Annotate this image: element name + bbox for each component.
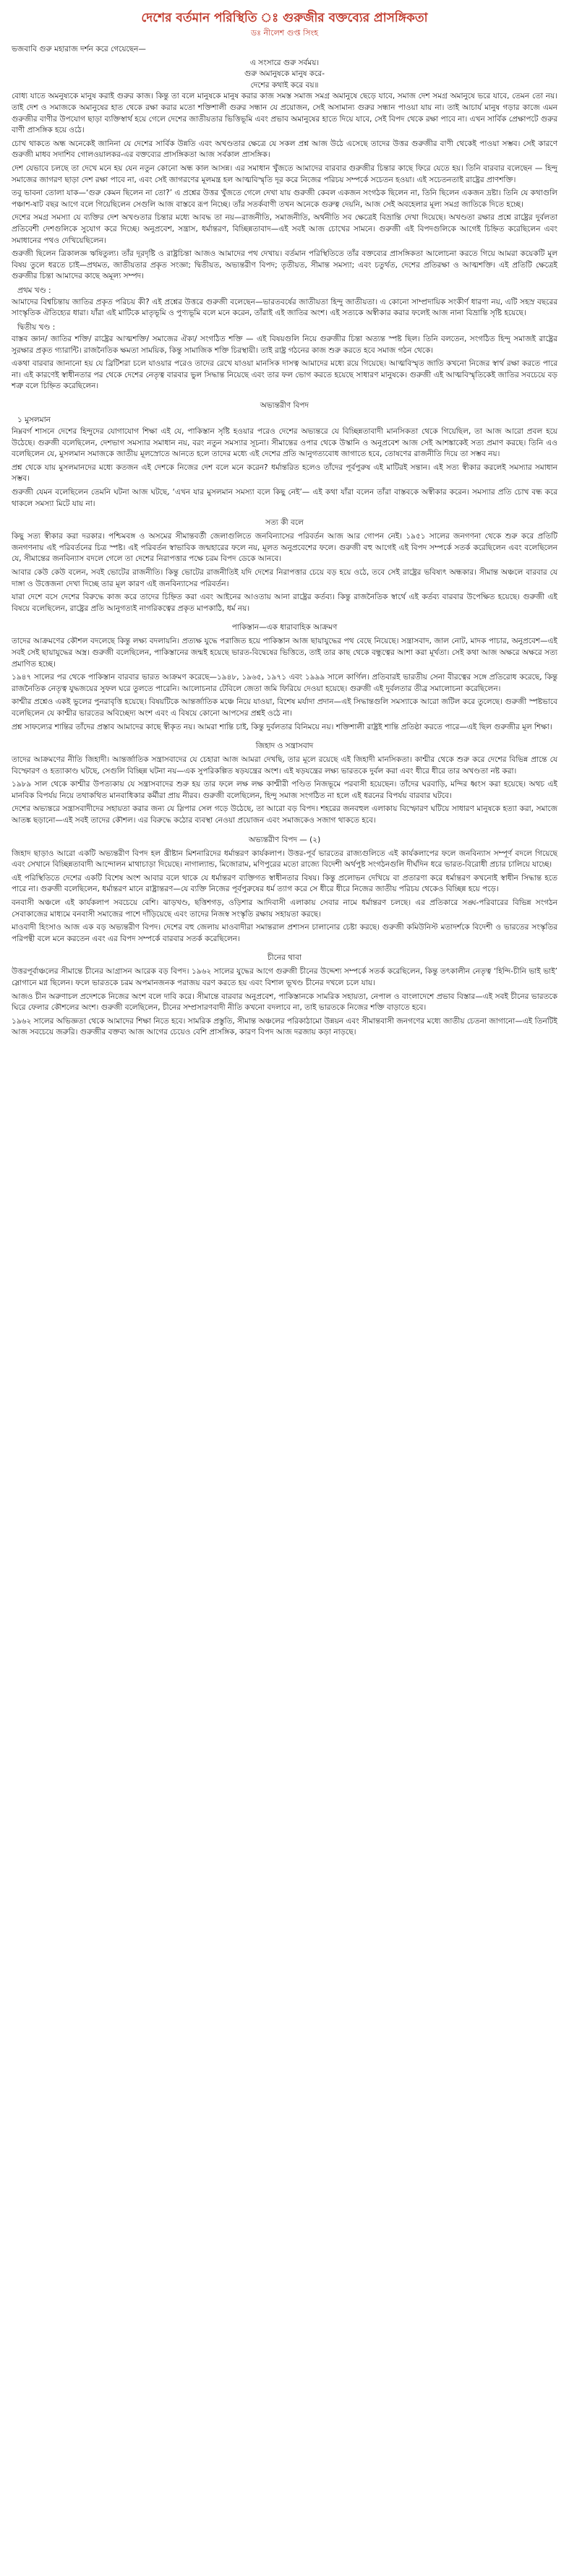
section-2-paragraph: আবার কেউ কেউ বলেন, সবই ভোটের রাজনীতি। কিন্তু ভোটের রাজনীতিই যদি দেশের নিরাপত্তার চেয়ে বড় হয়ে ওঠে, তবে সেই রাষ্ট্রের ভবিষ্যৎ অন্ধকার। সীমান্ত অঞ্চলে বারবার যে দাঙ্গা ও উত্তেজনা দেখা দিচ্ছে তার মূল কারণ এই জনবিন্যাসের পরিবর্তন। [12,567,557,588]
intro-verse-line-2: গুরু অমানুষকে মানুষ করে- [244,69,325,79]
section-heading-internal-danger-2: অভ্যন্তরীণ বিপদ — (২) [248,835,321,844]
section-3-paragraph: ১৯৪৭ সালের পর থেকে পাকিস্তান বারবার ভারত আক্রমণ করেছে—১৯৪৮, ১৯৬৫, ১৯৭১ এবং ১৯৯৯ সালে কার্গিল। প্রতিবারই ভারতীয় সেনা বীরত্বের সঙ্গে প্রতিরোধ করেছে, কিন্তু রাজনৈতিক নেতৃত্ব যুদ্ধজয়ের সুফল ঘরে তুলতে পারেনি। আলোচনার টেবিলে জেতা জমি ফিরিয়ে দেওয়া হয়েছে। গুরুজী এই দুর্বলতার তীব্র সমালোচনা করেছিলেন। [12,673,557,693]
section-5-paragraph: জিহাদ ছাড়াও আরো একটি অভ্যন্তরীণ বিপদ হল খ্রীষ্টান মিশনারিদের ধর্মান্তরণ কার্যকলাপ। উত্তর-পূর্ব ভারতের রাজ্যগুলিতে এই কার্যকলাপের ফলে জনবিন্যাস সম্পূর্ণ বদলে গিয়েছে এবং সেখানে বিচ্ছিন্নতাবাদী আন্দোলন মাথাচাড়া দিয়েছে। নাগাল্যান্ড, মিজোরাম, মণিপুরের মতো রাজ্যে বিদেশী অর্থপুষ্ট সংগঠনগুলি দীর্ঘদিন ধরে ভারত-বিরোধী প্রচার চালিয়ে যাচ্ছে। [12,849,557,870]
section-5-paragraph: এই পরিস্থিতিতে দেশের একটি বিশেষ অংশ আবার বলে থাকে যে ধর্মান্তরণ ব্যক্তিগত স্বাধীনতার বিষয়। কিন্তু প্রলোভন দেখিয়ে বা প্রতারণা করে ধর্মান্তরণ কখনোই স্বাধীন সিদ্ধান্ত হতে পারে না। গুরুজী বলেছিলেন, ধর্মান্তরণ মানে রাষ্ট্রান্তরণ—যে ব্যক্তি নিজের পূর্বপুরুষের ধর্ম ত্যাগ করে সে ধীরে ধীরে নিজের জাতীয় পরিচয় থেকেও বিচ্ছিন্ন হয়ে পড়ে। [12,873,557,894]
intro-paragraph: গুরুজী ছিলেন ত্রিকালজ্ঞ ঋষিতুল্য। তাঁর দূরদৃষ্টি ও রাষ্ট্রচিন্তা আজও আমাদের পথ দেখায়। বর্তমান পরিস্থিতিতে তাঁর বক্তব্যের প্রাসঙ্গিকতা আলোচনা করতে গিয়ে আমরা কয়েকটি মূল বিষয় তুলে ধরতে চাই—প্রথমত, জাতীয়তার প্রকৃত সংজ্ঞা; দ্বিতীয়ত, অভ্যন্তরীণ বিপদ; তৃতীয়ত, সীমান্ত সমস্যা; এবং চতুর্থত, দেশের প্রতিরক্ষা ও আত্মশক্তি। এই প্রতিটি ক্ষেত্রেই গুরুজীর চিন্তা আমাদের কাছে অমূল্য সম্পদ। [12,249,557,281]
section-5-paragraph: মাওবাদী হিংসাও আজ এক বড় অভ্যন্তরীণ বিপদ। দেশের বহু জেলায় মাওবাদীরা সমান্তরাল প্রশাসন চালানোর চেষ্টা করছে। গুরুজী কমিউনিস্ট মতাদর্শকে বিদেশী ও ভারতের সংস্কৃতির পরিপন্থী বলে মনে করতেন এবং এর বিপদ সম্পর্কে বারবার সতর্ক করেছিলেন। [12,923,557,943]
section-5-paragraph: বনবাসী অঞ্চলে এই কার্যকলাপ সবচেয়ে বেশি। ঝাড়খণ্ড, ছত্তিশগড়, ওড়িশার আদিবাসী এলাকায় সেবার নামে ধর্মান্তরণ চলছে। এর প্রতিকারে সঙ্ঘ-পরিবারের বিভিন্ন সংগঠন সেবাকাজের মাধ্যমে বনবাসী সমাজের পাশে দাঁড়িয়েছে এবং তাদের নিজস্ব সংস্কৃতি রক্ষায় সহায়তা করছে। [12,898,557,919]
intro-paragraph: চোখ থাকতে অন্ধ অনেকেই জানিনা যে দেশের সার্বিক উন্নতি এবং অখণ্ডতার ক্ষেত্রে যে সকল প্রশ্ন আজ উঠে এসেছে তাদের উত্তর গুরুজীর বাণী থেকেই পাওয়া সম্ভব। সেই কারণে গুরুজী মাধব সদাশিব গোলওয়ালকর-এর বক্তব্যের প্রাসঙ্গিকতা আজ সর্বকাল প্রাসঙ্গিক। [12,139,557,160]
section-6-paragraph: ১৯৬২ সালের অভিজ্ঞতা থেকে আমাদের শিক্ষা নিতে হবে। সামরিক প্রস্তুতি, সীমান্ত অঞ্চলের পরিকাঠামো উন্নয়ন এবং সীমান্তবাসী জনগণের মধ্যে জাতীয় চেতনা জাগানো—এই তিনটিই আজ সবচেয়ে জরুরি। গুরুজীর বক্তব্য আজ আগের চেয়েও বেশি প্রাসঙ্গিক, কারণ বিপদ আজ দরজায় কড়া নাড়ছে। [12,1016,557,1037]
section-2-paragraph: যারা দেশে বসে দেশের বিরুদ্ধে কাজ করে তাদের চিহ্নিত করা এবং আইনের আওতায় আনা রাষ্ট্রের কর্তব্য। কিন্তু রাজনৈতিক স্বার্থে এই কর্তব্য বারবার উপেক্ষিত হয়েছে। গুরুজী এই বিষয়ে বলেছিলেন, রাষ্ট্রের প্রতি আনুগত্যই নাগরিকত্বের প্রকৃত মাপকাঠি, ধর্ম নয়। [12,593,557,613]
intro-paragraph: বোধ্য যাতে অমনুষ্যকে মানুষ করাই গুরুর কাজ। কিন্তু তা বলে মানুষকে মানুষ করার কাজ সমস্ত সমাজ সমগ্র অমানুষে ছেড়ে যাবে, সমাজ দেশ সমগ্র অমানুষে ভরে যাবে, তেমন তো নয়। তাই দেশ ও সমাজকে অমানুষের হাত থেকে রক্ষা করার মতো শক্তিশালী গুরুর সন্ধান যে প্রয়োজন, সেই অসামান্য গুরুর সন্ধান পাওয়া যায় না। তাই আচার্য মানুষ গড়ার কাজে এমন গুরুজীর বাণীর উপযোগ ছাড়া ব্যক্তিস্বার্থ হয়ে গেলে দেশের জাতীয়তার ভিত্তিভূমি এবং প্রভাব অমানুষের হাতে দিয়ে যাবে, সেই বিপদ থেকে রক্ষা পাবে না। এখন সার্বিক প্রেক্ষাপটে গুরুর বাণী প্রাসঙ্গিক হয়ে ওঠে। [12,92,557,135]
intro-line-1: ভজবাবি গুরু মহারাজ দর্শন করে গেয়েছেন— [12,45,146,53]
intro-paragraph: তবু ভাবনা তোলা যাক—‘গুরু কেমন ছিলেন না তো?’ এ প্রশ্নের উত্তর খুঁজতে গেলে দেখা যায় গুরুজী কেবল একজন সংগঠক ছিলেন না, তিনি ছিলেন একজন দ্রষ্টা। তিনি যে কথাগুলি পঞ্চাশ-ষাট বছর আগে বলে গিয়েছিলেন সেগুলি আজ বাস্তবে রূপ নিচ্ছে। তাঁর সতর্কবাণী তখন অনেকে গুরুত্ব দেয়নি, আজ সেই অবহেলার মূল্য সমগ্র জাতিকে দিতে হচ্ছে। [12,189,557,209]
intro-paragraph: দেশ যেভাবে চলছে তা দেখে মনে হয় যেন নতুন কোনো অন্ধ কাল আসন্ন। এর সমাধান খুঁজতে আমাদের বারবার গুরুজীর চিন্তার কাছে ফিরে যেতে হয়। তিনি বারবার বলেছেন — হিন্দু সমাজের জাগরণ ছাড়া দেশ রক্ষা পাবে না, এবং সেই জাগরণের মূলমন্ত্র হল আত্মবিস্মৃতি দূর করে নিজের পরিচয় সম্পর্কে সচেতন হওয়া। এই সচেতনতাই রাষ্ট্রের প্রাণশক্তি। [12,163,557,184]
intro-section [12,44,557,283]
section-4-paragraph: দেশের অভ্যন্তরে সন্ত্রাসবাদীদের সহায়তা করার জন্য যে স্লিপার সেল গড়ে উঠেছে, তা আরো বড় বিপদ। শহরের জনবহুল এলাকায় বিস্ফোরণ ঘটিয়ে সাধারণ মানুষকে হত্যা করা, সমাজে আতঙ্ক ছড়ানো—এই সবই তাদের কৌশল। এর বিরুদ্ধে কঠোর ব্যবস্থা নেওয়া প্রয়োজন এবং সমাজকেও সজাগ থাকতে হবে। [12,804,557,825]
section-heading-china: চীনের থাবা [267,953,301,963]
part-2-label: দ্বিতীয় খণ্ড : [17,323,56,332]
section-1-paragraph: প্রশ্ন থেকে যায় মুসলমানদের মধ্যে কতজন এই দেশকে নিজের দেশ বলে মনে করেন? ধর্মান্তরিত হলেও তাঁদের পূর্বপুরুষ এই মাটিরই সন্তান। এই সত্য স্বীকার করলেই সমস্যার সমাধান সম্ভব। [12,463,557,484]
section-heading-pakistan: পাকিস্তান—এক ধারাবাহিক আক্রমণ [231,623,338,632]
section-heading-jihad: জিহাদ ও সন্ত্রাসবাদ [255,742,314,751]
section-heading-internal-danger: অভ্যন্তরীণ বিপদ [260,401,309,411]
part-2-paragraph: বাস্তব জ্ঞান/ জাতির শক্তি/ রাষ্ট্রের আত্মশক্তি/ সমাজের ঐক্য/ সংগঠিত শক্তি — এই বিষয়গুলি নিয়ে গুরুজীর চিন্তা অত্যন্ত স্পষ্ট ছিল। তিনি বলতেন, সংগঠিত হিন্দু সমাজই রাষ্ট্রের সুরক্ষার প্রকৃত গ্যারান্টি। রাজনৈতিক ক্ষমতা সাময়িক, কিন্তু সামাজিক শক্তি চিরস্থায়ী। তাই রাষ্ট্র গঠনের কাজ শুরু করতে হবে সমাজ গঠন থেকে। [12,335,557,355]
section-4-paragraph: ১৯৮৯ সাল থেকে কাশ্মীর উপত্যকায় যে সন্ত্রাসবাদের শুরু হয় তার ফলে লক্ষ লক্ষ কাশ্মীরী পণ্ডিত নিজভূমে পরবাসী হয়েছেন। তাঁদের ঘরবাড়ি, মন্দির ধ্বংস করা হয়েছে। অথচ এই মানবিক বিপর্যয় নিয়ে তথাকথিত মানবাধিকার কর্মীরা প্রায় নীরব। গুরুজী বলেছিলেন, হিন্দু সমাজ সংগঠিত না হলে এই ধরনের বিপর্যয় বারবার ঘটবে। [12,780,557,800]
section-3-paragraph: তাদের আক্রমণের কৌশল বদলেছে কিন্তু লক্ষ্য বদলায়নি। প্রত্যক্ষ যুদ্ধে পরাজিত হয়ে পাকিস্তান আজ ছায়াযুদ্ধের পথ বেছে নিয়েছে। সন্ত্রাসবাদ, জাল নোট, মাদক পাচার, অনুপ্রবেশ—এই সবই সেই ছায়াযুদ্ধের অস্ত্র। গুরুজী বলেছিলেন, পাকিস্তানের জন্মই হয়েছে ভারত-বিদ্বেষের ভিত্তিতে, তাই তার কাছ থেকে বন্ধুত্বের আশা করা মূর্খতা। সেই কথা আজ অক্ষরে অক্ষরে সত্য প্রমাণিত হচ্ছে। [12,637,557,669]
part-1-label: প্রথম খণ্ড : [17,285,51,295]
section-3-paragraph: কাশ্মীর প্রশ্নেও একই ভুলের পুনরাবৃত্তি হয়েছে। বিষয়টিকে আন্তর্জাতিক মঞ্চে নিয়ে যাওয়া, বিশেষ মর্যাদা প্রদান—এই সিদ্ধান্তগুলি সমস্যাকে আরো জটিল করে তুলেছে। গুরুজী স্পষ্টভাবে বলেছিলেন যে কাশ্মীর ভারতের অবিচ্ছেদ্য অংশ এবং এ বিষয়ে কোনো আপসের প্রশ্নই ওঠে না। [12,697,557,718]
section-1-paragraph: গুরুজী যেমন বলেছিলেন তেমনি ঘটনা আজ ঘটছে, ‘এখন যার মুসলমান সমস্যা বলে কিছু নেই’— এই কথা যাঁরা বলেন তাঁরা বাস্তবকে অস্বীকার করেন। সমস্যার প্রতি চোখ বন্ধ করে থাকলে সমস্যা মিটে যায় না। [12,488,557,508]
section-heading-truth: সত্য কী বলে [265,518,304,528]
section-6-paragraph: আজও চীন অরুণাচল প্রদেশকে নিজের অংশ বলে দাবি করে। সীমান্তে বারবার অনুপ্রবেশ, পাকিস্তানকে সামরিক সহায়তা, নেপাল ও বাংলাদেশে প্রভাব বিস্তার—এই সবই চীনের ভারতকে ঘিরে ফেলার কৌশলের অংশ। গুরুজী বলেছিলেন, চীনের সম্প্রসারণবাদী নীতি কখনো বদলাবে না, তাই ভারতকে নিজের শক্তি বাড়াতে হবে। [12,992,557,1013]
intro-paragraph: দেশের সমগ্র সমস্যা যে ব্যক্তির দেশ অখণ্ডতার চিন্তার মধ্যে আবদ্ধ তা নয়—রাজনীতি, সমাজনীতি, অর্থনীতি সব ক্ষেত্রেই বিভ্রান্তি দেখা দিয়েছে। অখণ্ডতা রক্ষার প্রশ্নে রাষ্ট্রের দুর্বলতা প্রতিবেশী দেশগুলিকে সুযোগ করে দিচ্ছে। অনুপ্রবেশ, সন্ত্রাস, ধর্মান্তরণ, বিচ্ছিন্নতাবাদ—এই সবই আজ চোখের সামনে। গুরুজী এই বিপদগুলিকে আগেই চিহ্নিত করেছিলেন এবং সমাধানের পথও দেখিয়েছিলেন। [12,213,557,245]
article-title: দেশের বর্তমান পরিস্থিতি ঃ গুরুজীর বক্তব্যের প্রাসঙ্গিকতা [141,11,428,25]
section-6-paragraph: উত্তরপূর্বাঞ্চলের সীমান্তে চীনের আগ্রাসন আরেক বড় বিপদ। ১৯৬২ সালের যুদ্ধের আগে গুরুজী চীনের উদ্দেশ্য সম্পর্কে সতর্ক করেছিলেন, কিন্তু তৎকালীন নেতৃত্ব ‘হিন্দি-চীনি ভাই ভাই’ স্লোগানে মগ্ন ছিলেন। ফলে ভারতকে চরম অপমানজনক পরাজয় বরণ করতে হয় এবং বিশাল ভূখণ্ড চীনের দখলে চলে যায়। [12,967,557,987]
intro-verse-line-3: দেশের কথাই করে বয়॥ [250,80,319,90]
part-2-paragraph: একথা বারবার জানানো হয় যে ব্রিটিশরা চলে যাওয়ার পরেও তাদের রেখে যাওয়া মানসিক দাসত্ব আমাদের মধ্যে রয়ে গিয়েছে। আত্মবিস্মৃত জাতি কখনো নিজের স্বার্থ রক্ষা করতে পারে না। এই কারণেই স্বাধীনতার পর থেকে দেশের নেতৃত্ব বারবার ভুল সিদ্ধান্ত নিয়েছে এবং তার ফল ভোগ করতে হয়েছে সাধারণ মানুষকে। গুরুজী এই আত্মবিস্মৃতিকেই জাতির সবচেয়ে বড় শত্রু বলে চিহ্নিত করেছিলেন। [12,359,557,391]
section-subheading-muslim: ১ মুসলমান [17,416,51,425]
section-2-paragraph: কিছু সত্য স্বীকার করা দরকার। পশ্চিমবঙ্গ ও অসমের সীমান্তবর্তী জেলাগুলিতে জনবিন্যাসের পরিবর্তন আজ আর গোপন নেই। ১৯৫১ সালের জনগণনা থেকে শুরু করে প্রতিটি জনগণনায় এই পরিবর্তনের চিত্র স্পষ্ট। এই পরিবর্তন স্বাভাবিক জন্মহারের ফলে নয়, মূলত অনুপ্রবেশের ফলে। গুরুজী বহু আগেই এই বিপদ সম্পর্কে সতর্ক করেছিলেন এবং বলেছিলেন যে, সীমান্তের জনবিন্যাস বদলে গেলে তা দেশের নিরাপত্তার পক্ষে চরম বিপদ ডেকে আনবে। [12,532,557,564]
article-author: ডঃ নীলেশ গুপ্ত সিংহ [250,28,318,38]
part-1-paragraph: আমাদের বিশ্বচিন্তায় জাতির প্রকৃত পরিচয় কী? এই প্রশ্নের উত্তরে গুরুজী বলেছেন—ভারতবর্ষের জাতীয়তা হিন্দু জাতীয়তা। এ কোনো সাম্প্রদায়িক সংকীর্ণ ধারণা নয়, এটি সহস্র বছরের সাংস্কৃতিক ঐতিহ্যের ধারা। যাঁরা এই মাটিকে মাতৃভূমি ও পুণ্যভূমি বলে মনে করেন, তাঁরাই এই জাতির অংশ। এই সত্যকে অস্বীকার করার ফলেই আজ নানা বিভ্রান্তি সৃষ্টি হয়েছে। [12,297,557,318]
section-1-paragraph: নিম্নবর্গ শাসনে দেশের হিন্দুদের যোগাযোগ শিক্ষা এই যে, পাকিস্তান সৃষ্টি হওয়ার পরেও দেশের অভ্যন্তরে যে বিচ্ছিন্নতাবাদী মানসিকতা থেকে গিয়েছিল, তা আজ আরো প্রবল হয়ে উঠেছে। গুরুজী বলেছিলেন, দেশভাগ সমস্যার সমাধান নয়, বরং নতুন সমস্যার সূচনা। সীমান্তের ওপার থেকে উস্কানি ও অনুপ্রবেশ আজ সেই আশঙ্কাকেই সত্য প্রমাণ করছে। তিনি এও বলেছিলেন যে, মুসলমান সমাজকে জাতীয় মূলস্রোতে আনতে হলে তাদের মধ্যে এই দেশের প্রতি আনুগত্যবোধ জাগাতে হবে, তোষণের রাজনীতি দিয়ে তা সম্ভব নয়। [12,427,557,459]
section-4-paragraph: তাদের আক্রমণের নীতি জিহাদী। আন্তর্জাতিক সন্ত্রাসবাদের যে চেহারা আজ আমরা দেখছি, তার মূলে রয়েছে এই জিহাদী মানসিকতা। কাশ্মীর থেকে শুরু করে দেশের বিভিন্ন প্রান্তে যে বিস্ফোরণ ও হত্যাকাণ্ড ঘটছে, সেগুলি বিচ্ছিন্ন ঘটনা নয়—এক সুপরিকল্পিত ষড়যন্ত্রের অংশ। এই ষড়যন্ত্রের লক্ষ্য ভারতকে দুর্বল করা এবং ধীরে ধীরে তার অখণ্ডতা নষ্ট করা। [12,755,557,776]
intro-verse-line-1: এ সংসারে গুরু সর্বময়। [249,58,320,67]
section-3-paragraph: প্রশ্ন সাফল্যের শান্তির তাঁদের প্রস্তাব আমাদের কাছে স্বীকৃত নয়। আমরা শান্তি চাই, কিন্তু দুর্বলতার বিনিময়ে নয়। শক্তিশালী রাষ্ট্রই শান্তি প্রতিষ্ঠা করতে পারে—এই ছিল গুরুজীর মূল শিক্ষা। [12,722,552,731]
